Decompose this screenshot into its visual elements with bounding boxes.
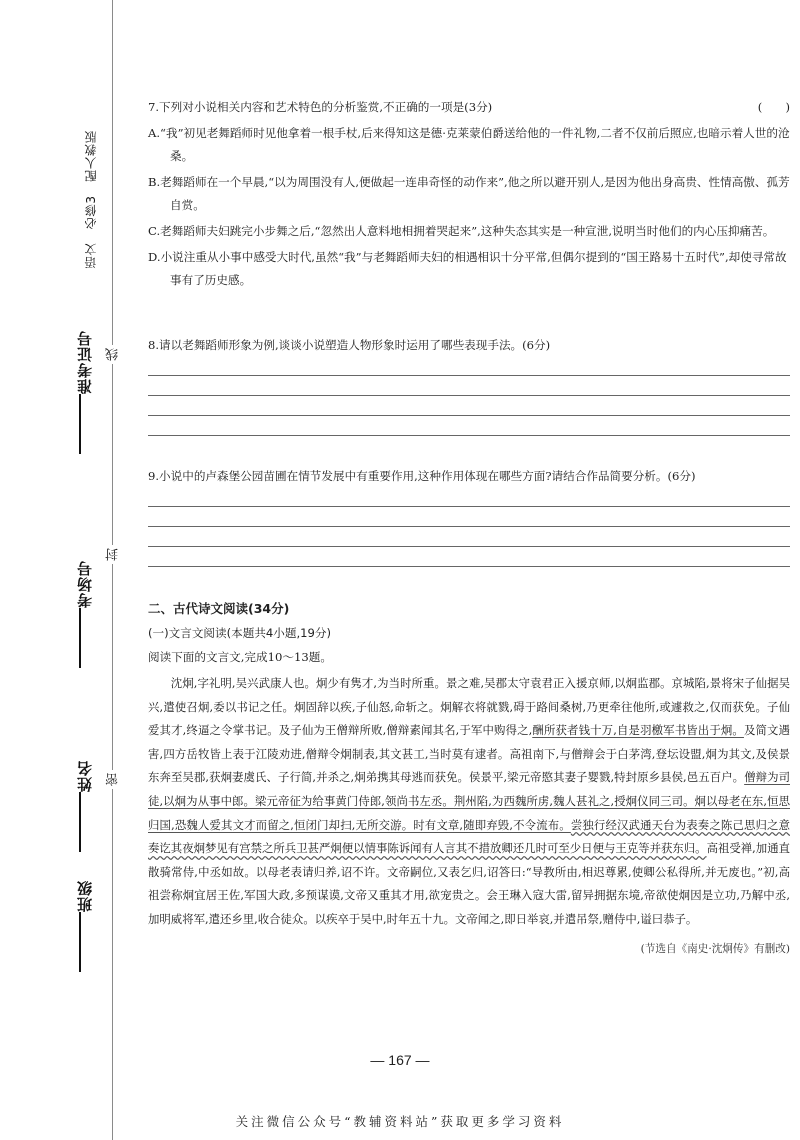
blank-line[interactable] [80, 394, 82, 454]
answer-line[interactable] [148, 526, 790, 527]
line-mark: 线 [104, 345, 123, 364]
option-d[interactable]: D.小说注重从小事中感受大时代,虽然“我”与老舞蹈师夫妇的相遇相识十分平常,但偶尔提到的“国王路易十五时代”,却使寻常故事有了历史感。 [148, 250, 787, 287]
question-8 [148, 334, 790, 436]
subsection-title: (一)文言文阅读(本题共4小题,19分) [148, 626, 332, 640]
answer-line[interactable] [148, 375, 790, 376]
name-label: 姓名 [74, 760, 95, 852]
source-citation: (节选自《南史·沈炯传》有删改) [640, 942, 790, 955]
option-a[interactable]: A.“我”初见老舞蹈师时见他拿着一根手杖,后来得知这是德·克莱蒙伯爵送给他的一件礼物,二者不仅前后照应,也暗示着人世的沧桑。 [148, 126, 790, 163]
seal-mark: 封 [104, 545, 123, 564]
blank-line[interactable] [80, 608, 82, 668]
passage-text: 及简文遇害,四方岳牧皆上表于江陵劝进,僧辩令炯制表,其文甚工,当时莫有逮者。高祖南下,与僧辩会于白茅湾,登坛设盟,炯为其文,及侯景东奔至吴郡,获炯妻虞氏、子行简,并杀之,炯弟携其母逃而获免。侯景平,梁元帝愍其妻子婴戮,特封原乡县侯,邑五百户。 [148, 723, 790, 785]
binding-margin-line [112, 0, 113, 1140]
footer-note: 关注微信公众号“教辅资料站”获取更多学习资料 [235, 1114, 565, 1129]
exam-id-label: 准考证号 [74, 330, 95, 454]
section-2 [148, 598, 790, 960]
answer-line[interactable] [148, 395, 790, 396]
question-7 [148, 96, 790, 292]
classical-passage [148, 672, 790, 932]
answer-bracket[interactable]: ( ) [757, 100, 790, 114]
option-c[interactable]: C.老舞蹈师夫妇跳完小步舞之后,“忽然出人意料地相拥着哭起来”,这种失态其实是一种宣泄,说明当时他们的内心压抑痛苦。 [148, 224, 775, 238]
answer-line[interactable] [148, 506, 790, 507]
answer-line[interactable] [148, 566, 790, 567]
class-label: 班级 [74, 880, 95, 972]
blank-line[interactable] [80, 792, 82, 852]
page-number: — 167 — [370, 1052, 430, 1068]
wavy-underlined-sentence: 尝独行经汉武通天台为表奏之陈己思归之意奏讫其夜炯梦见有宫禁之所兵卫甚严炯便以情事陈诉闻有人言其不措放卿还几时可至少日便与王克等并获东归。 [148, 817, 790, 856]
passage-text: 沈炯,字礼明,吴兴武康人也。炯少有隽才,为当时所重。景之难,吴郡太守袁君正入援京师,以炯监郡。京城陷,景将宋子仙据吴兴,遣使召炯,委以书记之任。炯固辞以疾,子仙怒,命斩之。炯解衣将就戮,碍于路间桑树,乃更牵往他所,或遽救之,仅而获免。子仙爱其才,终逼之令掌书记。及子仙为王僧辩所败,僧辩素闻其名,于军中购得之, [148, 676, 790, 738]
question-8-stem: 8.请以老舞蹈师形象为例,谈谈小说塑造人物形象时运用了哪些表现手法。(6分) [148, 338, 551, 352]
course-label: 语文 必修3 配人教版 [84, 130, 98, 269]
question-9 [148, 465, 790, 567]
option-b[interactable]: B.老舞蹈师在一个早晨,“以为周围没有人,便做起一连串奇怪的动作来”,他之所以避开别人,是因为他出身高贵、性情高傲、孤芳自赏。 [148, 175, 790, 212]
underlined-sentence: 酬所获者钱十万,自是羽檄军书皆出于炯。 [532, 723, 744, 738]
section-title: 二、古代诗文阅读(34分) [148, 601, 290, 616]
blank-line[interactable] [80, 912, 82, 972]
exam-room-label: 考场号 [74, 560, 95, 668]
answer-line[interactable] [148, 415, 790, 416]
answer-line[interactable] [148, 435, 790, 436]
question-7-stem: 7.下列对小说相关内容和艺术特色的分析鉴赏,不正确的一项是(3分) [148, 100, 493, 114]
reading-intro: 阅读下面的文言文,完成10～13题。 [148, 650, 332, 664]
passage-text: 高祖受禅,加通直散骑常侍,中丞如故。以母老表请归养,诏不许。文帝嗣位,又表乞归,诏答曰:“导教所由,相迟尊累,使卿公私得所,并无废也。”初,高祖尝称炯宜居王佐,军国大政,多预谋谟,文帝又重其才用,欲宠贵之。会王琳入寇大雷,留异拥据东境,帝欲使炯因是立功,乃解中丞,加明威将军,遣还乡里,收合徒众。以疾卒于吴中,时年五十九。文帝闻之,即日举哀,并遣吊祭,赠侍中,谥曰恭子。 [148, 841, 790, 926]
underlined-sentence: 僧辩为司徒,以炯为从事中郎。梁元帝征为给事黄门侍郎,领尚书左丞。荆州陷,为西魏所虏,魏人甚礼之,授炯仪同三司。炯以母老在东,恒思归国,恐魏人爱其文才而留之,恒闭门却扫,无所交游。时有文章,随即弃毁,不令流布。 [148, 770, 790, 832]
question-9-stem: 9.小说中的卢森堡公园苗圃在情节发展中有重要作用,这种作用体现在哪些方面?请结合作品简要分析。(6分) [148, 469, 696, 483]
secret-mark: 密 [104, 770, 123, 789]
answer-line[interactable] [148, 546, 790, 547]
